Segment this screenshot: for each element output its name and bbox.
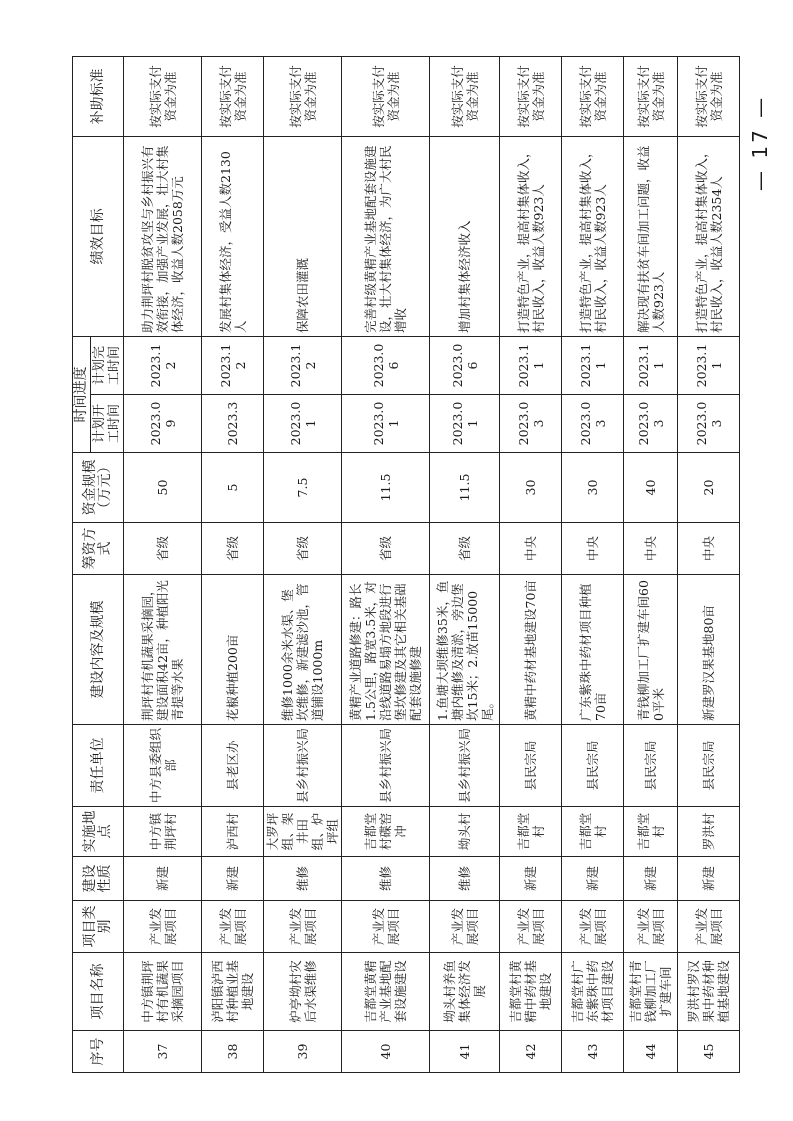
cell-category: 产业发展项目	[500, 901, 562, 953]
cell-seq: 37	[124, 1031, 202, 1073]
cell-seq: 39	[264, 1031, 342, 1073]
cell-name: 炉亭坳村灾后水渠维修	[264, 953, 342, 1031]
cell-name: 罗洪村罗汉果中药材种植基地建设	[678, 953, 740, 1031]
header-goal: 绩效目标	[73, 137, 124, 337]
cell-subsidy: 按实际支付资金为准	[430, 57, 500, 137]
header-name: 项目名称	[73, 953, 124, 1031]
cell-end: 2023.12	[202, 337, 264, 395]
cell-name: 坳头村养鱼集体经济发展	[430, 953, 500, 1031]
cell-start: 2023.03	[678, 395, 740, 453]
table-row	[500, 57, 562, 1073]
cell-content: 维修1000余米水渠、堡坎维修，新建滤沙池，管道铺设1000m	[264, 575, 342, 725]
header-progress: 时间进度	[73, 337, 91, 453]
cell-content: 荆坪村有机蔬果采摘园，建设面积42亩，种植阳光青提等水果	[124, 575, 202, 725]
cell-nature: 新建	[124, 857, 202, 901]
cell-seq: 41	[430, 1031, 500, 1073]
cell-start: 2023.03	[500, 395, 562, 453]
cell-seq: 40	[342, 1031, 430, 1073]
cell-end: 2023.12	[264, 337, 342, 395]
header-start: 计划开工时间	[91, 395, 124, 453]
cell-category: 产业发展项目	[624, 901, 678, 953]
cell-funding-method: 省级	[264, 523, 342, 575]
table-row	[342, 57, 430, 1073]
cell-end: 2023.11	[624, 337, 678, 395]
cell-start: 2023.3	[202, 395, 264, 453]
cell-nature: 维修	[430, 857, 500, 901]
cell-end: 2023.11	[678, 337, 740, 395]
cell-seq: 43	[562, 1031, 624, 1073]
cell-unit: 县老区办	[202, 725, 264, 807]
cell-goal: 打造特色产业，提高村集体收入，村民收入，收益人数923人	[500, 137, 562, 337]
cell-nature: 新建	[202, 857, 264, 901]
cell-location: 泸西村	[202, 807, 264, 857]
header-unit: 责任单位	[73, 725, 124, 807]
table-row	[624, 57, 678, 1073]
cell-category: 产业发展项目	[202, 901, 264, 953]
cell-category: 产业发展项目	[678, 901, 740, 953]
cell-unit: 县乡村振兴局	[342, 725, 430, 807]
cell-goal: 打造特色产业，提高村集体收入，村民收入，收益人数923人	[562, 137, 624, 337]
header-funds: 资金规模（万元）	[73, 453, 124, 523]
cell-name: 吉都堂黄精产业基地配套设施建设	[342, 953, 430, 1031]
table-row	[562, 57, 624, 1073]
cell-unit: 县民宗局	[500, 725, 562, 807]
cell-unit: 县民宗局	[562, 725, 624, 807]
cell-funding-method: 省级	[124, 523, 202, 575]
cell-start: 2023.01	[430, 395, 500, 453]
cell-content: 广东紫珠中药材项目种植70亩	[562, 575, 624, 725]
cell-subsidy: 按实际支付资金为准	[264, 57, 342, 137]
header-category: 项目类别	[73, 901, 124, 953]
cell-subsidy: 按实际支付资金为准	[124, 57, 202, 137]
table-row	[678, 57, 740, 1073]
cell-goal: 发展村集体经济，受益人数2130人	[202, 137, 264, 337]
cell-funds: 7.5	[264, 453, 342, 523]
cell-end: 2023.06	[430, 337, 500, 395]
header-seq: 序号	[73, 1031, 124, 1073]
cell-funds: 5	[202, 453, 264, 523]
cell-goal: 增加村集体经济收入	[430, 137, 500, 337]
cell-funds: 30	[500, 453, 562, 523]
cell-subsidy: 按实际支付资金为准	[624, 57, 678, 137]
cell-location: 吉都堂村	[624, 807, 678, 857]
cell-content: 新建罗汉果基地80亩	[678, 575, 740, 725]
header-subsidy: 补助标准	[73, 57, 124, 137]
cell-unit: 县民宗局	[678, 725, 740, 807]
table-row	[124, 57, 202, 1073]
cell-subsidy: 按实际支付资金为准	[500, 57, 562, 137]
cell-seq: 38	[202, 1031, 264, 1073]
cell-subsidy: 按实际支付资金为准	[342, 57, 430, 137]
header-end: 计划完工时间	[91, 337, 124, 395]
cell-content: 黄精产业道路修建：路长1.5公里，路宽3.5米，对沿线道路易塌方地段进行堡坎修建及其它相关基础配套设施修建	[342, 575, 430, 725]
cell-funding-method: 省级	[430, 523, 500, 575]
cell-unit: 县乡村振兴局	[264, 725, 342, 807]
cell-name: 吉都堂村青钱柳加工厂扩建车间	[624, 953, 678, 1031]
header-content: 建设内容及规模	[73, 575, 124, 725]
cell-location: 罗洪村	[678, 807, 740, 857]
table-row	[430, 57, 500, 1073]
cell-funding-method: 省级	[342, 523, 430, 575]
cell-category: 产业发展项目	[124, 901, 202, 953]
cell-start: 2023.09	[124, 395, 202, 453]
cell-nature: 维修	[264, 857, 342, 901]
cell-seq: 42	[500, 1031, 562, 1073]
cell-name: 中方镇荆坪村有机蔬果采摘园项目	[124, 953, 202, 1031]
cell-name: 吉都堂村黄精中药材基地建设	[500, 953, 562, 1031]
cell-end: 2023.11	[500, 337, 562, 395]
cell-funding-method: 中央	[500, 523, 562, 575]
cell-location: 吉都堂村	[500, 807, 562, 857]
cell-nature: 新建	[624, 857, 678, 901]
cell-nature: 新建	[678, 857, 740, 901]
cell-goal: 解决现有扶贫车间加工问题，收益人数923人	[624, 137, 678, 337]
cell-funds: 20	[678, 453, 740, 523]
cell-unit: 县乡村振兴局	[430, 725, 500, 807]
cell-name: 吉都堂村广东紫珠中药材项目建设	[562, 953, 624, 1031]
cell-name: 泸阳镇泸西村种植业基地建设	[202, 953, 264, 1031]
table-row	[202, 57, 264, 1073]
cell-funding-method: 中央	[624, 523, 678, 575]
cell-nature: 新建	[500, 857, 562, 901]
cell-content: 花椒种植200亩	[202, 575, 264, 725]
cell-start: 2023.03	[624, 395, 678, 453]
cell-start: 2023.01	[342, 395, 430, 453]
page-number: — 17 —	[748, 94, 772, 191]
cell-goal: 助力荆坪村脱贫攻坚与乡村振兴有效衔接，加强产业发展，壮大村集体经济，收益人数2058万元	[124, 137, 202, 337]
cell-funds: 11.5	[342, 453, 430, 523]
cell-category: 产业发展项目	[342, 901, 430, 953]
cell-funds: 50	[124, 453, 202, 523]
cell-end: 2023.12	[124, 337, 202, 395]
cell-category: 产业发展项目	[430, 901, 500, 953]
table-row	[264, 57, 342, 1073]
table-body	[124, 57, 740, 1073]
cell-location: 吉都堂村碟窑冲	[342, 807, 430, 857]
cell-seq: 44	[624, 1031, 678, 1073]
header-funding-method: 筹资方式	[73, 523, 124, 575]
cell-subsidy: 按实际支付资金为准	[202, 57, 264, 137]
cell-end: 2023.06	[342, 337, 430, 395]
cell-goal: 保障农田灌溉	[264, 137, 342, 337]
cell-content: 青钱柳加工厂扩建车间600平米	[624, 575, 678, 725]
cell-location: 大罗坪组、架井田组、炉坪组	[264, 807, 342, 857]
header-nature: 建设性质	[73, 857, 124, 901]
table-header-row	[73, 57, 91, 1073]
project-table	[72, 56, 740, 1073]
cell-location: 坳头村	[430, 807, 500, 857]
cell-funds: 40	[624, 453, 678, 523]
cell-subsidy: 按实际支付资金为准	[562, 57, 624, 137]
cell-goal: 打造特色产业，提高村集体收入，村民收入，收益人数2354人	[678, 137, 740, 337]
cell-content: 1.鱼塘大坝维修35米，鱼塘内维修及清淤，旁边堡坎15米；2.放苗15000尾。	[430, 575, 500, 725]
cell-unit: 县民宗局	[624, 725, 678, 807]
header-location: 实施地点	[73, 807, 124, 857]
cell-seq: 45	[678, 1031, 740, 1073]
cell-nature: 新建	[562, 857, 624, 901]
cell-start: 2023.01	[264, 395, 342, 453]
cell-funding-method: 中央	[562, 523, 624, 575]
cell-funding-method: 省级	[202, 523, 264, 575]
cell-funds: 30	[562, 453, 624, 523]
cell-location: 吉都堂村	[562, 807, 624, 857]
cell-location: 中方镇荆坪村	[124, 807, 202, 857]
cell-end: 2023.11	[562, 337, 624, 395]
cell-unit: 中方县委组织部	[124, 725, 202, 807]
cell-content: 黄精中药材基地建设70亩	[500, 575, 562, 725]
cell-funding-method: 中央	[678, 523, 740, 575]
cell-goal: 完善村级黄精产业基地配套设施建设，壮大村集体经济，为广大村民增收	[342, 137, 430, 337]
cell-start: 2023.03	[562, 395, 624, 453]
cell-category: 产业发展项目	[562, 901, 624, 953]
cell-funds: 11.5	[430, 453, 500, 523]
cell-nature: 维修	[342, 857, 430, 901]
cell-category: 产业发展项目	[264, 901, 342, 953]
cell-subsidy: 按实际支付资金为准	[678, 57, 740, 137]
